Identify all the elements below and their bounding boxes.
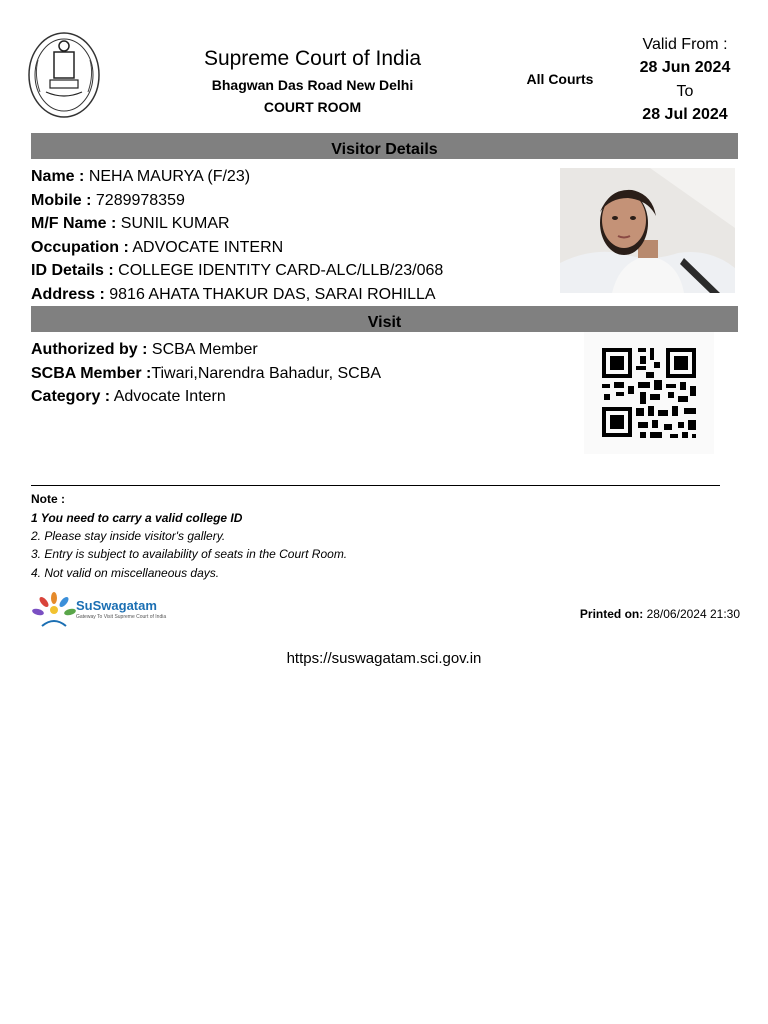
visitor-details-heading: Visitor Details <box>331 141 438 158</box>
note-item-3: 3. Entry is subject to availability of seats in the Court Room. <box>31 547 348 561</box>
suswagatam-logo <box>32 590 167 630</box>
visitor-name-row <box>31 168 250 186</box>
id-details-label: ID Details : <box>31 262 114 279</box>
court-title: Supreme Court of India <box>203 47 422 70</box>
visitor-photo <box>560 168 735 293</box>
visitor-id-row <box>31 262 443 280</box>
visitor-details-bar <box>31 133 738 159</box>
valid-to-date: 28 Jul 2024 <box>642 106 728 123</box>
visitor-occupation-row <box>31 239 283 257</box>
court-room-label: COURT ROOM <box>263 99 362 115</box>
note-title: Note : <box>31 492 65 506</box>
visit-bar <box>31 306 738 332</box>
suswagatam-tagline: Gateway To Visit Supreme Court of India <box>76 614 167 620</box>
category-value: Advocate Intern <box>113 388 226 405</box>
visitor-address-row <box>31 286 436 304</box>
valid-to-label: To <box>676 83 694 100</box>
printed-on <box>580 607 740 621</box>
visitor-mobile-row <box>31 192 185 210</box>
suswagatam-logo-text: SuSwagatam <box>76 598 157 613</box>
visitor-mf-row <box>31 215 230 233</box>
authorized-by-value: SCBA Member <box>151 341 258 358</box>
name-value: NEHA MAURYA (F/23) <box>88 168 251 185</box>
court-address: Bhagwan Das Road New Delhi <box>211 77 414 93</box>
valid-from-date: 28 Jun 2024 <box>639 59 731 76</box>
category-label: Category : <box>31 388 111 405</box>
authorized-by-label: Authorized by : <box>31 341 148 358</box>
mobile-value: 7289978359 <box>95 192 185 209</box>
separator-line <box>31 485 720 486</box>
occupation-value: ADVOCATE INTERN <box>132 239 284 256</box>
printed-on-value: 28/06/2024 21:30 <box>646 607 740 621</box>
all-courts-label: All Courts <box>526 71 594 87</box>
website-url[interactable]: https://suswagatam.sci.gov.in <box>286 650 482 667</box>
name-label: Name : <box>31 168 85 185</box>
scba-member-label: SCBA Member : <box>31 365 152 382</box>
printed-on-label: Printed on: <box>579 607 644 621</box>
note-item-2: 2. Please stay inside visitor's gallery. <box>31 529 226 543</box>
address-value: 9816 AHATA THAKUR DAS, SARAI ROHILLA <box>109 286 436 303</box>
address-label: Address : <box>31 286 105 303</box>
mf-name-value: SUNIL KUMAR <box>120 215 230 232</box>
scba-member-value: Tiwari,Narendra Bahadur, SCBA <box>151 365 382 382</box>
scba-member-row <box>31 365 381 383</box>
valid-from-label: Valid From : <box>642 36 728 53</box>
mf-name-label: M/F Name : <box>31 215 117 232</box>
note-item-4: 4. Not valid on miscellaneous days. <box>31 566 220 580</box>
suswagatam-flower-icon <box>32 590 76 630</box>
mobile-label: Mobile : <box>31 192 92 209</box>
id-details-value: COLLEGE IDENTITY CARD-ALC/LLB/23/068 <box>118 262 444 279</box>
authorized-by-row <box>31 341 258 359</box>
category-row <box>31 388 226 406</box>
occupation-label: Occupation : <box>31 239 129 256</box>
qr-code <box>584 332 714 454</box>
note-item-1: 1 You need to carry a valid college ID <box>31 511 243 525</box>
supreme-court-seal <box>26 30 102 120</box>
visit-heading: Visit <box>367 314 402 331</box>
